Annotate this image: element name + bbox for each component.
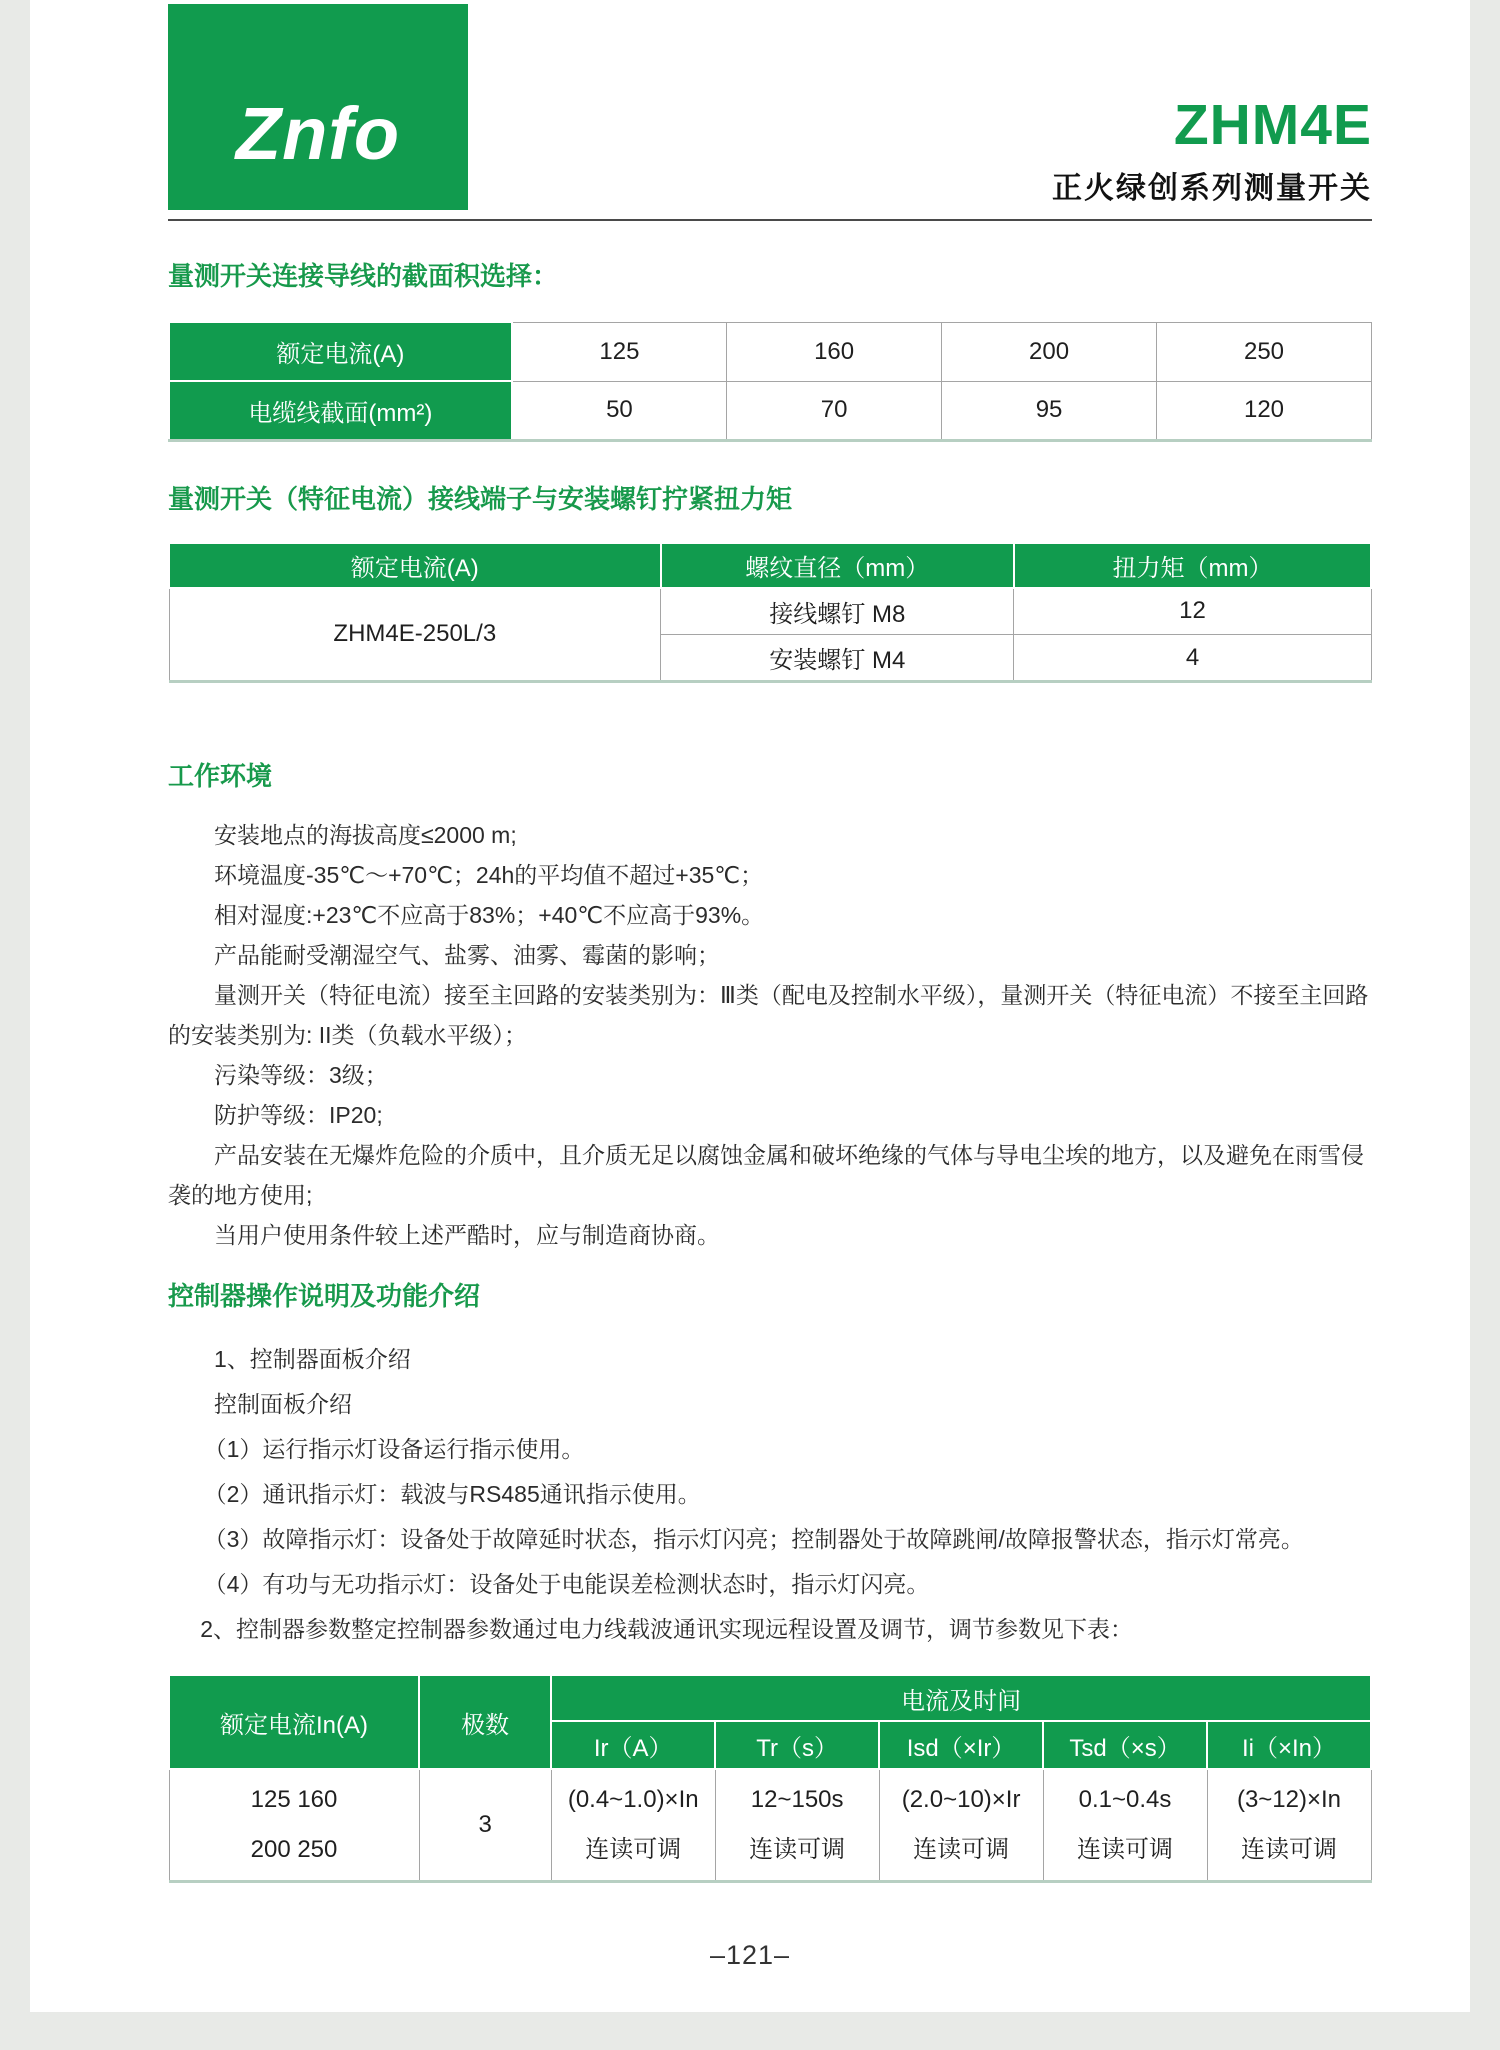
table-cell: 95 <box>942 381 1157 440</box>
param-note: 连读可调 <box>585 1835 682 1863</box>
environment-paragraph: 防护等级：IP20; <box>214 1102 383 1128</box>
table-cell: 安装螺钉 M4 <box>661 635 1014 682</box>
header-title-block <box>1052 93 1372 207</box>
controller-line: （4）有功与无功指示灯：设备处于电能误差检测状态时，指示灯闪亮。 <box>203 1571 930 1597</box>
controller-line: （2）通讯指示灯：载波与RS485通讯指示使用。 <box>203 1481 701 1507</box>
sub-column-header: Ir（A） <box>551 1721 715 1769</box>
column-header: 螺纹直径（mm） <box>661 543 1014 588</box>
sub-column-header: Ii（×In） <box>1207 1721 1371 1769</box>
table-cell: 50 <box>512 381 727 440</box>
environment-paragraph: 量测开关（特征电流）接至主回路的安装类别为：Ⅲ类（配电及控制水平级），量测开关（特征电流）不接至主回路的安装类别为: II类（负载水平级）； <box>168 982 1369 1048</box>
table-cell: 120 <box>1157 381 1372 440</box>
wire-table <box>168 321 1372 442</box>
param-cell <box>715 1769 879 1881</box>
sub-column-header: Tr（s） <box>715 1721 879 1769</box>
row-label: 电缆线截面(mm²) <box>169 381 512 440</box>
param-range: 12~150s <box>750 1785 844 1813</box>
column-header-current: 额定电流In(A) <box>169 1675 419 1769</box>
current-line: 125 160 <box>250 1785 338 1813</box>
controller-line: 1、控制器面板介绍 <box>214 1346 411 1372</box>
table-cell: 250 <box>1157 322 1372 381</box>
param-cell <box>551 1769 715 1881</box>
environment-paragraph: 产品能耐受潮湿空气、盐雾、油雾、霉菌的影响； <box>214 942 720 968</box>
param-range: 0.1~0.4s <box>1078 1785 1172 1813</box>
controller-line: （3）故障指示灯：设备处于故障延时状态，指示灯闪亮；控制器处于故障跳闸/故障报警状态，指示灯常亮。 <box>203 1526 1304 1552</box>
page-header <box>168 0 1372 221</box>
torque-table <box>168 542 1372 684</box>
param-note: 连读可调 <box>749 1835 846 1863</box>
table-cell: 125 <box>512 322 727 381</box>
section-title-controller: 控制器操作说明及功能介绍 <box>168 1281 481 1311</box>
table-row <box>169 381 1372 440</box>
environment-paragraph: 产品安装在无爆炸危险的介质中，且介质无足以腐蚀金属和破坏绝缘的气体与导电尘埃的地方，以及避免在雨雪侵袭的地方使用; <box>168 1142 1364 1208</box>
param-range: (0.4~1.0)×In <box>567 1785 699 1813</box>
parameters-table <box>168 1674 1372 1883</box>
current-ratings-cell <box>169 1769 419 1881</box>
sub-column-header: Isd（×Ir） <box>879 1721 1043 1769</box>
controller-line: （1）运行指示灯设备运行指示使用。 <box>203 1436 585 1462</box>
table-cell: 接线螺钉 M8 <box>661 588 1014 635</box>
product-model: ZHM4E <box>1173 93 1372 157</box>
environment-paragraph: 安装地点的海拔高度≤2000 m; <box>214 822 517 848</box>
series-subtitle: 正火绿创系列测量开关 <box>1052 172 1372 205</box>
table-header-row <box>169 1675 1371 1721</box>
param-note: 连读可调 <box>1077 1835 1174 1863</box>
sub-column-header: Tsd（×s） <box>1043 1721 1207 1769</box>
table-cell: 200 <box>942 322 1157 381</box>
page-content <box>30 0 1470 1883</box>
row-label: 额定电流(A) <box>169 322 512 381</box>
model-cell: ZHM4E-250L/3 <box>169 588 661 682</box>
brand-logo-text: Znfo <box>235 91 401 175</box>
param-note: 连读可调 <box>913 1835 1010 1863</box>
table-cell: 70 <box>727 381 942 440</box>
table-cell: 12 <box>1014 588 1371 635</box>
table-row <box>169 322 1372 381</box>
column-header: 扭力矩（mm） <box>1014 543 1371 588</box>
brand-logo <box>168 4 468 210</box>
param-cell <box>1207 1769 1371 1881</box>
section-title-environment: 工作环境 <box>168 761 273 791</box>
section-title-torque: 量测开关（特征电流）接线端子与安装螺钉拧紧扭力矩 <box>168 483 793 514</box>
page-number: –121– <box>709 1940 791 1970</box>
poles-cell: 3 <box>419 1769 551 1881</box>
table-cell: 4 <box>1014 635 1371 682</box>
param-note: 连读可调 <box>1241 1835 1337 1863</box>
table-cell: 160 <box>727 322 942 381</box>
document-page <box>30 0 1470 2012</box>
param-range: (3~12)×In <box>1236 1785 1342 1813</box>
environment-paragraph: 相对湿度:+23℃不应高于83%；+40℃不应高于93%。 <box>214 902 765 928</box>
param-cell <box>1043 1769 1207 1881</box>
environment-paragraph: 环境温度-35℃～+70℃；24h的平均值不超过+35℃； <box>214 862 764 888</box>
environment-paragraph: 污染等级：3级； <box>214 1062 388 1088</box>
controller-line: 控制面板介绍 <box>214 1391 352 1417</box>
section-title-wire: 量测开关连接导线的截面积选择： <box>168 261 559 291</box>
current-line: 200 250 <box>250 1835 338 1863</box>
column-header: 额定电流(A) <box>169 543 661 588</box>
table-row <box>169 1769 1371 1881</box>
param-cell <box>879 1769 1043 1881</box>
table-header-row <box>169 543 1371 588</box>
param-range: (2.0~10)×Ir <box>901 1785 1021 1813</box>
table-row <box>169 588 1371 635</box>
column-group-header: 电流及时间 <box>551 1675 1371 1721</box>
controller-line: 2、控制器参数整定控制器参数通过电力线载波通讯实现远程设置及调节，调节参数见下表： <box>200 1616 1133 1642</box>
column-header-poles: 极数 <box>419 1675 551 1769</box>
environment-paragraph: 当用户使用条件较上述严酷时，应与制造商协商。 <box>214 1222 720 1248</box>
